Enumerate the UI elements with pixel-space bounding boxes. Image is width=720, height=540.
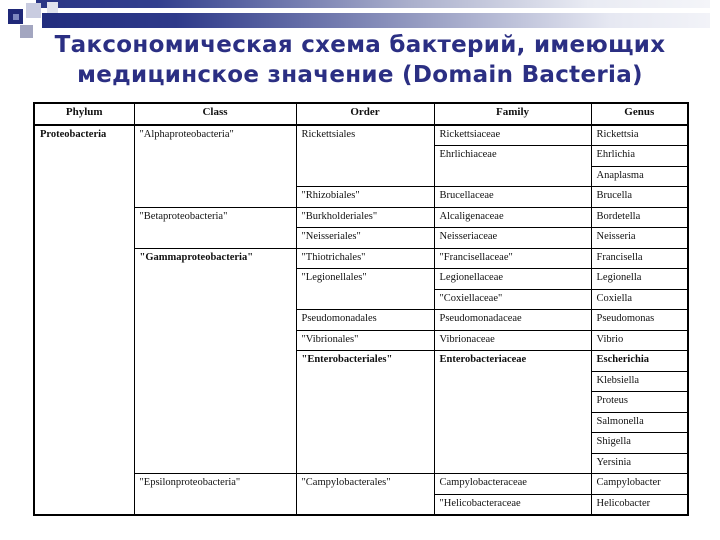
taxonomy-table [33, 102, 689, 516]
order-cell: "Campylobacterales" [296, 474, 434, 515]
family-cell: "Helicobacteraceae [434, 494, 591, 515]
family-cell: Vibrionaceae [434, 330, 591, 351]
class-cell: "Alphaproteobacteria" [134, 125, 296, 207]
class-cell: "Gammaproteobacteria" [134, 248, 296, 474]
genus-cell: Klebsiella [591, 371, 688, 392]
family-cell: "Francisellaceae" [434, 248, 591, 269]
order-cell: "Legionellales" [296, 269, 434, 310]
genus-cell: Shigella [591, 433, 688, 454]
order-cell: "Neisseriales" [296, 228, 434, 249]
order-cell: "Vibrionales" [296, 330, 434, 351]
genus-cell: Salmonella [591, 412, 688, 433]
family-cell: Neisseriaceae [434, 228, 591, 249]
family-cell: Legionellaceae [434, 269, 591, 290]
genus-cell: Yersinia [591, 453, 688, 474]
genus-cell: Ehrlichia [591, 146, 688, 167]
header-row [34, 103, 688, 125]
slide-title-line2: медицинское значение (Domain Bacteria) [77, 62, 643, 88]
slide-title [20, 30, 700, 90]
family-cell: Enterobacteriaceae [434, 351, 591, 474]
decor-square-tiny [47, 2, 58, 13]
family-cell: Ehrlichiaceae [434, 146, 591, 187]
decor-square-navy-inner [13, 14, 19, 20]
decor-square-lavender [26, 3, 41, 18]
family-cell: Brucellaceae [434, 187, 591, 208]
class-cell: "Epsilonproteobacteria" [134, 474, 296, 515]
genus-cell: Pseudomonas [591, 310, 688, 331]
top-thin-gradient-bar [36, 0, 710, 8]
genus-cell: Rickettsia [591, 125, 688, 146]
genus-cell: Vibrio [591, 330, 688, 351]
genus-cell: Francisella [591, 248, 688, 269]
header-genus: Genus [591, 103, 688, 125]
order-cell: "Thiotrichales" [296, 248, 434, 269]
decor-square-navy [8, 9, 23, 24]
order-cell: "Rhizobiales" [296, 187, 434, 208]
family-cell: Campylobacteraceae [434, 474, 591, 495]
order-cell: "Burkholderiales" [296, 207, 434, 228]
genus-cell: Anaplasma [591, 166, 688, 187]
genus-cell: Brucella [591, 187, 688, 208]
genus-cell: Coxiella [591, 289, 688, 310]
genus-cell: Proteus [591, 392, 688, 413]
genus-cell: Escherichia [591, 351, 688, 372]
genus-cell: Neisseria [591, 228, 688, 249]
header-family: Family [434, 103, 591, 125]
header-order: Order [296, 103, 434, 125]
genus-cell: Campylobacter [591, 474, 688, 495]
genus-cell: Legionella [591, 269, 688, 290]
family-cell: Rickettsiaceae [434, 125, 591, 146]
order-cell: "Enterobacteriales" [296, 351, 434, 474]
family-cell: "Coxiellaceae" [434, 289, 591, 310]
slide-title-line1: Таксономическая схема бактерий, имеющих [54, 32, 666, 58]
table-row [34, 125, 688, 146]
genus-cell: Bordetella [591, 207, 688, 228]
top-gradient-bar [42, 13, 710, 28]
genus-cell: Helicobacter [591, 494, 688, 515]
header-phylum: Phylum [34, 103, 134, 125]
family-cell: Pseudomonadaceae [434, 310, 591, 331]
order-cell: Pseudomonadales [296, 310, 434, 331]
header-class: Class [134, 103, 296, 125]
family-cell: Alcaligenaceae [434, 207, 591, 228]
phylum-cell: Proteobacteria [34, 125, 134, 515]
order-cell: Rickettsiales [296, 125, 434, 187]
class-cell: "Betaproteobacteria" [134, 207, 296, 248]
